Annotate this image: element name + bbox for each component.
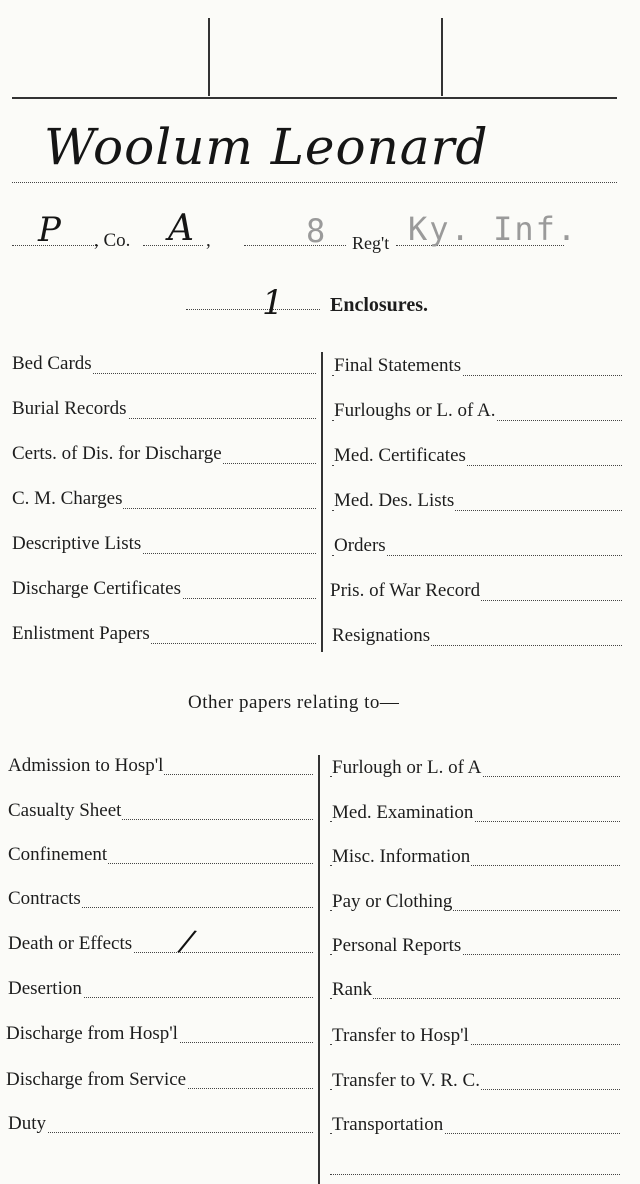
company-comma: , bbox=[206, 230, 211, 251]
list-item: Med. Examination bbox=[332, 802, 474, 823]
list-item: Burial Records bbox=[12, 398, 127, 419]
list-item: Certs. of Dis. for Discharge bbox=[12, 443, 222, 464]
list-item: Confinement bbox=[8, 844, 108, 865]
list-item: Desertion bbox=[8, 978, 82, 999]
list-item: Duty bbox=[8, 1113, 46, 1134]
regiment-line bbox=[244, 245, 346, 246]
list-item: Admission to Hosp'l bbox=[8, 755, 164, 776]
blank-line bbox=[330, 1174, 620, 1175]
regiment-number: 8 bbox=[306, 212, 328, 250]
unit-stamp: Ky. Inf. bbox=[408, 210, 579, 248]
name-line bbox=[12, 182, 617, 183]
list-item: Pris. of War Record bbox=[330, 580, 481, 601]
list-item: Personal Reports bbox=[332, 935, 462, 956]
list-item-dots bbox=[330, 998, 620, 999]
other-papers-column-divider bbox=[318, 755, 320, 1184]
soldier-name: Woolum Leonard bbox=[44, 118, 489, 176]
list-item: Resignations bbox=[332, 625, 431, 646]
list-item: Med. Certificates bbox=[334, 445, 466, 466]
header-rule bbox=[12, 97, 617, 99]
enclosures-column-divider bbox=[321, 352, 323, 652]
header-divider-right bbox=[441, 18, 443, 96]
other-papers-heading: Other papers relating to— bbox=[188, 692, 400, 713]
list-item: Final Statements bbox=[334, 355, 462, 376]
list-item: Contracts bbox=[8, 888, 81, 909]
list-item-dots bbox=[8, 1132, 313, 1133]
list-item: Orders bbox=[334, 535, 386, 556]
list-item: Bed Cards bbox=[12, 353, 92, 374]
list-item: Descriptive Lists bbox=[12, 533, 142, 554]
list-item: Discharge Certificates bbox=[12, 578, 181, 599]
company-label: , Co. bbox=[94, 230, 131, 251]
list-item: Med. Des. Lists bbox=[334, 490, 455, 511]
list-item: Enlistment Papers bbox=[12, 623, 150, 644]
list-item: Transportation bbox=[332, 1114, 444, 1135]
rank-value: P bbox=[38, 210, 61, 250]
regiment-label: Reg't bbox=[352, 233, 390, 253]
death-effects-mark: / bbox=[178, 923, 196, 960]
list-item: Misc. Information bbox=[332, 846, 471, 867]
list-item: Discharge from Hosp'l bbox=[6, 1023, 178, 1044]
header-divider-left bbox=[208, 18, 210, 96]
enclosures-count-line bbox=[186, 309, 320, 310]
list-item: Death or Effects bbox=[8, 933, 133, 954]
enclosures-count: 1 bbox=[262, 283, 284, 323]
list-item: C. M. Charges bbox=[12, 488, 123, 509]
list-item: Casualty Sheet bbox=[8, 800, 122, 821]
list-item: Rank bbox=[332, 979, 373, 1000]
company-value: A bbox=[168, 208, 194, 249]
list-item: Transfer to V. R. C. bbox=[332, 1070, 480, 1091]
list-item: Transfer to Hosp'l bbox=[332, 1025, 469, 1046]
list-item: Discharge from Service bbox=[6, 1069, 187, 1090]
list-item: Furlough or L. of A bbox=[332, 757, 482, 778]
list-item: Pay or Clothing bbox=[332, 891, 453, 912]
enclosures-label: Enclosures. bbox=[330, 294, 428, 316]
list-item: Furloughs or L. of A. bbox=[334, 400, 496, 421]
